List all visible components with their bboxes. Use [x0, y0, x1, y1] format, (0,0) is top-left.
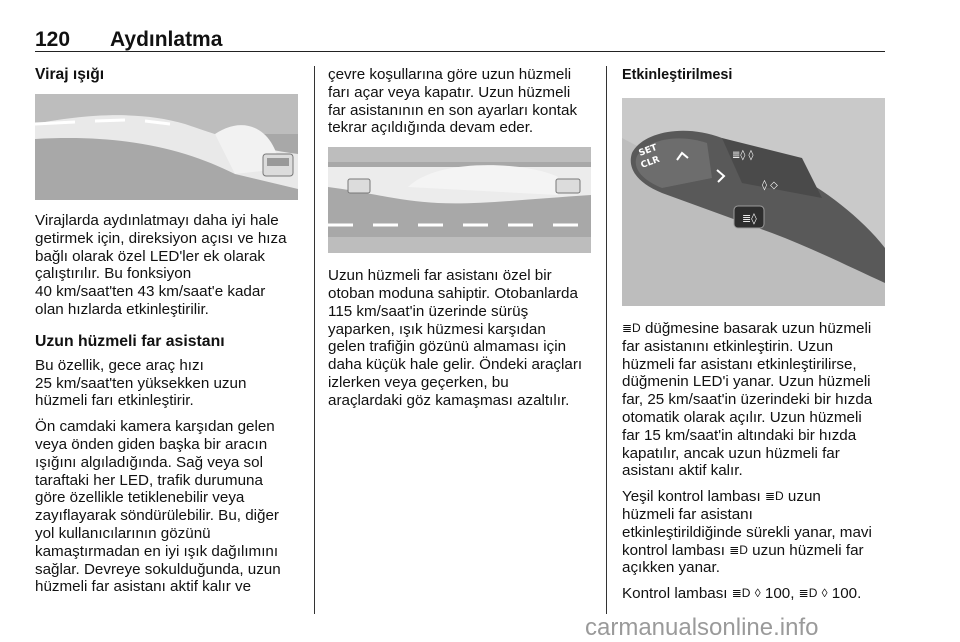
- text-line: çalıştırılır. Bu fonksiyon: [35, 265, 192, 283]
- svg-text:SET: SET: [637, 142, 659, 159]
- activation-paragraph-3: [622, 585, 892, 603]
- high-beam-assist-icon: ≣D: [764, 489, 784, 504]
- text-line: far asistanının en son ayarları kontak: [328, 101, 578, 119]
- text-line: sağlar. Devreye sokulduğunda, uzun: [35, 560, 281, 578]
- text-line: [622, 542, 892, 560]
- text-line: izlerken veya geçerken, bu: [328, 373, 509, 391]
- high-beam-paragraph-1: [35, 357, 305, 410]
- text-line: bağlı olarak özel LED'ler ek olarak: [35, 247, 265, 265]
- svg-text:◊ ◇: ◊ ◇: [762, 180, 778, 191]
- text-line: otoban moduna sahiptir. Otobanlarda: [328, 284, 578, 302]
- text-line: düğmenin LED'i yanar. Uzun hüzmeli: [622, 373, 871, 391]
- text-line: kamaştırmadan en iyi ışık dağılımını: [35, 542, 279, 560]
- text-line: açıkken yanar.: [622, 559, 720, 577]
- section-title-activation: Etkinleştirilmesi: [622, 67, 733, 83]
- text-fragment: düğmesine basarak uzun hüzmeli: [640, 320, 872, 337]
- cornering-light-illustration: [35, 94, 298, 200]
- section-title-cornering-light: Viraj ışığı: [35, 66, 105, 83]
- text-line: göre özellikle tetiklenebilir veya: [35, 489, 245, 507]
- high-beam-icon: ≣D: [729, 542, 748, 557]
- text-line: taraftaki her LED, trafik durumuna: [35, 471, 263, 489]
- text-fragment: uzun: [783, 488, 821, 506]
- text-line: Uzun hüzmeli far asistanı özel bir: [328, 267, 552, 285]
- chapter-title: Aydınlatma: [110, 28, 223, 51]
- control-lever-illustration: [622, 98, 885, 306]
- text-line: tekrar açıldığında devam eder.: [328, 119, 534, 137]
- text-line: kapatılır, ancak uzun hüzmeli far: [622, 444, 840, 462]
- text-line: [622, 320, 892, 338]
- text-fragment: Yeşil kontrol lambası: [622, 488, 765, 506]
- cornering-light-paragraph: [35, 212, 305, 319]
- high-beam-paragraph-3: [328, 66, 593, 137]
- page-header: [35, 28, 885, 52]
- text-line: daha küçük hale gelir. Öndeki araçları: [328, 356, 583, 374]
- text-line: Ön camdaki kamera karşıdan gelen: [35, 418, 275, 436]
- text-line: farı açar veya kapatır. Uzun hüzmeli: [328, 83, 571, 101]
- column-2: [328, 66, 593, 418]
- text-line: çevre koşullarına göre uzun hüzmeli: [328, 66, 572, 83]
- high-beam-assist-icon: ≣D: [622, 321, 641, 335]
- watermark: carmanualsonline.info: [585, 614, 819, 641]
- column-1: [35, 66, 305, 604]
- text-line: otomatik olarak açılır. Uzun hüzmeli: [622, 408, 862, 426]
- text-line: asistanı aktif kalır.: [622, 462, 743, 480]
- page-reference-icon: ◊: [754, 586, 761, 601]
- text-line: 40 km/saat'ten 43 km/saat'e kadar: [35, 283, 266, 301]
- text-line: hüzmeli far asistanı aktif kalır ve: [35, 578, 252, 596]
- text-fragment: Kontrol lambası: [622, 585, 732, 603]
- text-line: hüzmeli far asistanı etkinleştirilirse,: [622, 355, 857, 373]
- column-3: [622, 66, 892, 611]
- text-fragment: 100.: [827, 585, 862, 603]
- high-beam-icon: ≣D: [798, 586, 818, 601]
- text-line: far asistanını etkinleştirin. Uzun: [622, 337, 834, 355]
- activation-paragraph-2: [622, 488, 892, 577]
- highway-mode-paragraph: [328, 267, 593, 409]
- text-line: [622, 585, 892, 603]
- text-line: far 15 km/saat'in altındaki bir hızda: [622, 426, 857, 444]
- text-line: 25 km/saat'ten yüksekken uzun: [35, 374, 247, 392]
- text-line: yol kullanıcılarının gözünü: [35, 524, 211, 542]
- page-number: 120: [35, 28, 71, 51]
- text-line: far, 25 km/saat'in üzerindeki bir hızda: [622, 391, 873, 409]
- text-line: [622, 488, 892, 506]
- section-title-high-beam-assist: Uzun hüzmeli far asistanı: [35, 332, 225, 350]
- header-rule: [35, 51, 885, 52]
- text-line: getirmek için, direksiyon açısı ve hıza: [35, 229, 287, 247]
- page-reference-icon: ◊: [821, 586, 828, 601]
- high-beam-paragraph-2: [35, 418, 305, 596]
- text-fragment: kontrol lambası: [622, 541, 730, 559]
- svg-text:≣◊ ◊: ≣◊ ◊: [732, 150, 754, 161]
- text-line: ışığını algıladığında. Sağ veya sol: [35, 453, 263, 471]
- text-line: Virajlarda aydınlatmayı daha iyi hale: [35, 212, 279, 229]
- text-line: yaparken, ışık hüzmesi karşıdan: [328, 320, 546, 338]
- svg-text:≣◊: ≣◊: [742, 212, 757, 225]
- text-line: 115 km/saat'in üzerinde sürüş: [328, 302, 529, 320]
- text-line: zayıflayarak söndürülebilir. Bu, diğer: [35, 507, 279, 525]
- highway-mode-illustration: [328, 147, 591, 253]
- text-fragment: 100,: [760, 585, 799, 603]
- text-line: veya önden giden başka bir aracın: [35, 435, 268, 453]
- high-beam-assist-icon: ≣D: [731, 586, 751, 601]
- column-divider-2: [606, 66, 607, 614]
- text-line: hüzmeli farı etkinleştirir.: [35, 392, 194, 410]
- text-fragment: uzun hüzmeli far: [747, 541, 864, 559]
- text-line: etkinleştirildiğinde sürekli yanar, mavi: [622, 523, 872, 541]
- text-line: Bu özellik, gece araç hızı: [35, 356, 204, 374]
- text-line: gelen trafiğin gözünü almaması için: [328, 338, 567, 356]
- svg-text:CLR: CLR: [639, 154, 662, 171]
- column-divider-1: [314, 66, 315, 614]
- text-line: olan hızlarda etkinleştirilir.: [35, 300, 209, 318]
- text-line: araçlardaki göz kamaşması azaltılır.: [328, 391, 570, 409]
- text-line: hüzmeli far asistanı: [622, 505, 753, 523]
- activation-paragraph-1: [622, 320, 892, 480]
